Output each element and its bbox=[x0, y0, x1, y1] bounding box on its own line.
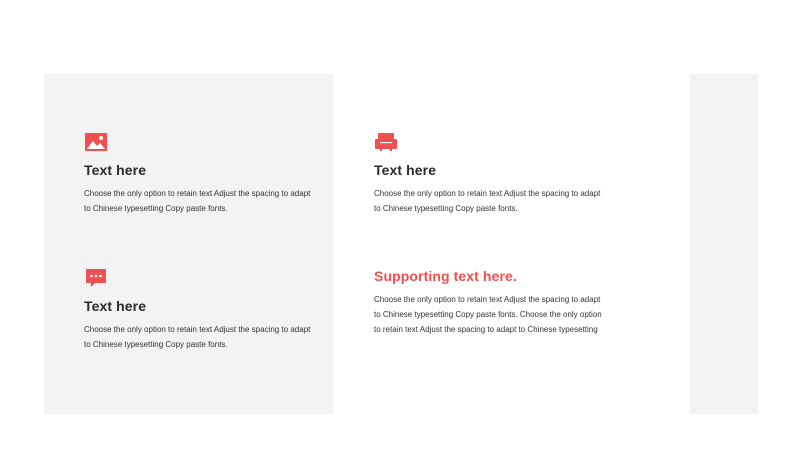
chat-bubble-icon bbox=[84, 268, 108, 288]
feature-block-image bbox=[84, 132, 314, 216]
feature-description: Choose the only option to retain text Adjust the spacing to adapt to Chinese typesetting Copy paste fonts. bbox=[84, 325, 311, 349]
feature-block-chat bbox=[84, 268, 314, 352]
supporting-description: Choose the only option to retain text Adjust the spacing to adapt to Chinese typesetting Copy paste fonts. Choose the only option to retain text Adjust the spacing to adapt to Chinese typesetting bbox=[374, 295, 602, 334]
supporting-heading: Supporting text here. bbox=[374, 268, 517, 284]
sofa-icon bbox=[374, 132, 398, 152]
feature-description: Choose the only option to retain text Adjust the spacing to adapt to Chinese typesetting Copy paste fonts. bbox=[374, 189, 601, 213]
feature-title: Text here bbox=[374, 162, 437, 178]
right-panel-edge bbox=[690, 74, 758, 414]
feature-title: Text here bbox=[84, 298, 147, 314]
supporting-block bbox=[374, 268, 604, 337]
left-panel bbox=[44, 74, 333, 414]
feature-title: Text here bbox=[84, 162, 147, 178]
feature-block-sofa bbox=[374, 132, 604, 216]
feature-description: Choose the only option to retain text Adjust the spacing to adapt to Chinese typesetting Copy paste fonts. bbox=[84, 189, 311, 213]
image-icon bbox=[84, 132, 108, 152]
